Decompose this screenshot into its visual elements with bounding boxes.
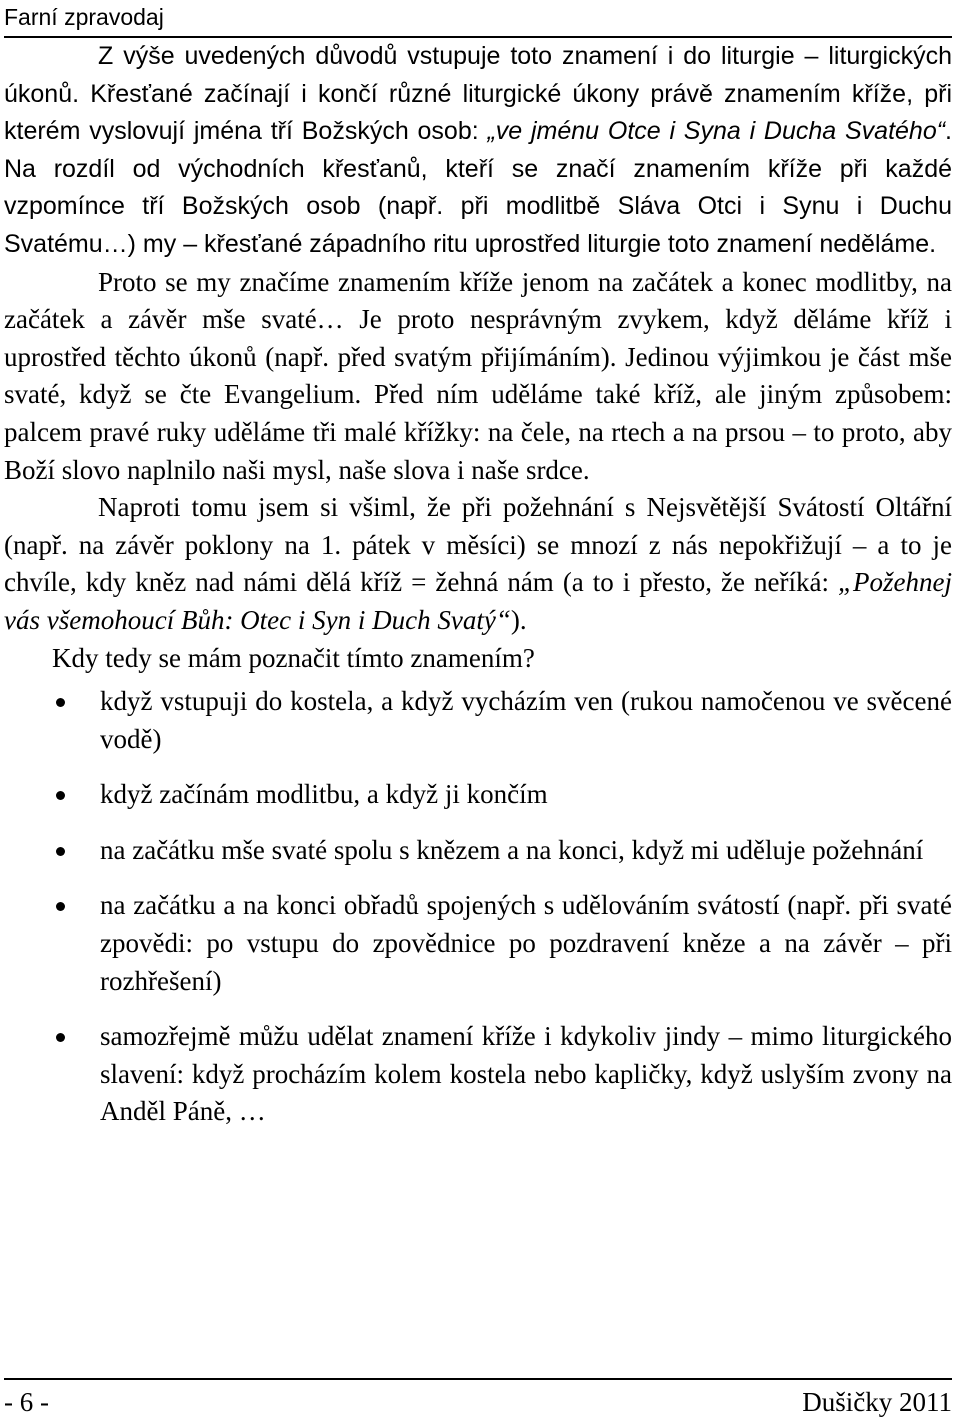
issue-label: Dušičky 2011 [802,1387,952,1417]
list-item-text: na začátku mše svaté spolu s knězem a na konci, když mi uděluje požehnání [100,834,924,865]
list-item-text: když vstupuji do kostela, a když vycházím ven (rukou namočenou ve svěcené vodě) [100,686,952,754]
paragraph-1-text-a: Z výše uvedených důvodů vstupuje toto znamení i do liturgie – liturgických úkonů. Křesťané začínají i končí různé liturgické úkony právě znamením kříže, při kterém vyslovují jména tří Božských osob: [4,42,952,146]
paragraph-2: Proto se my značíme znamením kříže jenom na začátek a konec modlitby, na začátek a závěr mše svaté… Je proto nesprávným zvykem, když děláme kříž i uprostřed těchto úkonů (např. před svatým přijímáním). Jedinou výjimkou je část mše svaté, když se čte Evangelium. Před ním uděláme také kříž, ale jiným způsobem: palcem pravé ruky uděláme tři malé křížky: na čele, na rtech a na prsou – to proto, aby Boží slovo naplnilo naši mysl, naše slova i naše srdce. [4,266,952,485]
paragraph-3-quote: „Požehnej vás všemohoucí Bůh: Otec i Syn i Duch Svatý“ [4,567,952,635]
paragraph-1-text-c: . Na rozdíl od východních křesťanů, kteří se značí znamením kříže při každé vzpomínce tří Božských osob (např. při modlitbě Sláva Otci i Synu i Duchu Svatému…) my – křesťané západního ritu uprostřed liturgie toto znamení neděláme. [4,117,952,258]
list-item-text: samozřejmě můžu udělat znamení kříže i kdykoliv jindy – mimo liturgického slavení: když procházím kolem kostela nebo kapličky, když uslyším zvony na Anděl Páně, … [100,1021,952,1127]
bullet-icon [56,791,65,800]
page-footer [4,1378,952,1424]
list-item-text: když začínám modlitbu, a když ji končím [100,779,548,810]
list-item [4,832,952,870]
bullet-list [4,683,952,1131]
newsletter-title: Farní zpravodaj [4,4,164,30]
page-number: - 6 - [4,1387,49,1417]
bullet-icon [56,847,65,856]
list-item [4,887,952,1000]
question-line: Kdy tedy se mám poznačit tímto znamením? [52,642,535,673]
paragraph-3 [4,489,952,639]
list-item [4,1018,952,1131]
list-item [4,683,952,758]
bullet-icon [56,1033,65,1042]
list-item-text: na začátku a na konci obřadů spojených s udělováním svátostí (např. při svaté zpovědi: po vstupu do zpovědnice po pozdravení kněze a na závěr – při rozhřešení) [100,890,952,996]
bullet-icon [56,698,65,707]
paragraph-3-text-c: ). [510,604,527,635]
paragraph-3-text-a: Naproti tomu jsem si všiml, že při požehnání s Nejsvětější Svátostí Oltářní (např. na závěr poklony na 1. pátek v měsíci) se mnozí z nás nepokřižují – a to je chvíle, kdy kněz nad námi dělá kříž = žehná nám (a to i přesto, že neříká: [4,492,952,598]
paragraph-1 [4,38,952,264]
newsletter-header [4,0,952,38]
bullet-icon [56,902,65,911]
list-item [4,776,952,814]
paragraph-1-quote: „ve jménu Otce i Syna i Ducha Svatého“ [487,117,946,146]
article-body [4,38,952,1149]
